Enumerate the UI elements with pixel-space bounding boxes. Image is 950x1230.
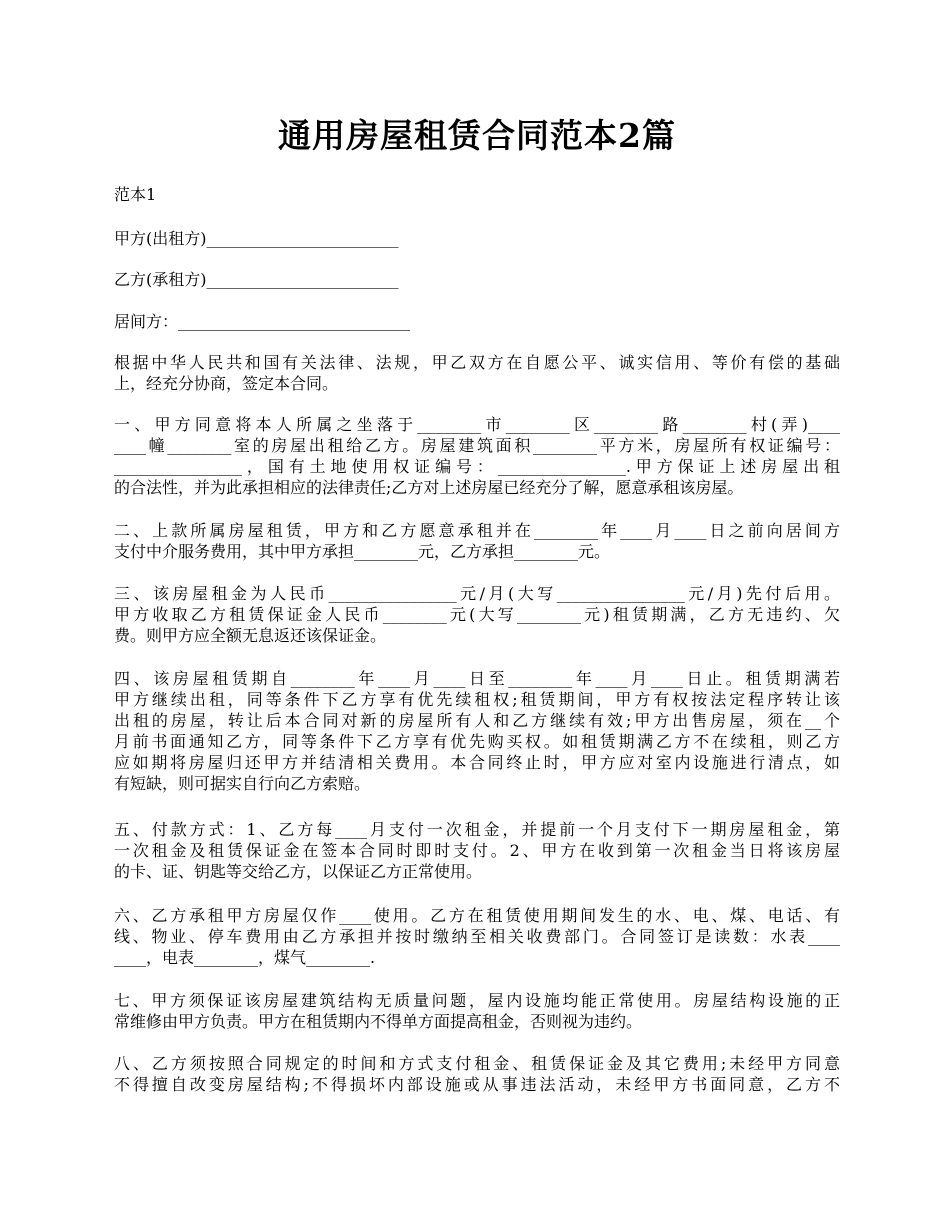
paragraph-line: 支付中介服务费用，其中甲方承担________元，乙方承担________元。: [114, 542, 611, 561]
paragraph-line: 二、上款所属房屋租赁，甲方和乙方愿意承租并在________年____月____日之前向居间方: [114, 521, 840, 540]
paragraph-clause-4: [114, 668, 840, 794]
paragraph-clause-6: [114, 905, 840, 968]
paragraph-clause-8: [114, 1053, 840, 1095]
paragraph-line: 五、付款方式：1、乙方每____月支付一次租金，并提前一个月支付下一期房屋租金，第: [114, 820, 840, 839]
paragraph-line: ________________，国有土地使用权证编号：________________.甲方保证上述房屋出租: [114, 457, 840, 476]
sample-label: 范本1: [114, 185, 157, 204]
paragraph-line: 七、甲方须保证该房屋建筑结构无质量问题，屋内设施均能正常使用。房屋结构设施的正: [114, 991, 840, 1010]
paragraph-line: 月前书面通知乙方，同等条件下乙方享有优先购买权。如租赁期满乙方不在续租，则乙方: [114, 732, 840, 751]
document-title: 通用房屋租赁合同范本2篇: [278, 116, 676, 155]
paragraph-line: 线、物业、停车费用由乙方承担并按时缴纳至相关收费部门。合同签订是读数：水表____: [114, 927, 840, 946]
paragraph-line: 甲方收取乙方租赁保证金人民币________元(大写________元)租赁期满，乙方无违约、欠: [114, 605, 840, 624]
paragraph-line: 出租的房屋，转让后本合同对新的房屋所有人和乙方继续有效;甲方出售房屋，须在__个: [114, 711, 840, 730]
paragraph-clause-7: [114, 990, 840, 1032]
party-a-lessor-line: 甲方(出租方)________________________: [114, 229, 399, 248]
paragraph-line: 八、乙方须按照合同规定的时间和方式支付租金、租赁保证金及其它费用;未经甲方同意: [114, 1054, 840, 1073]
paragraph-line: 四、该房屋租赁期自________年____月____日至________年____月____日止。租赁期满若: [114, 669, 840, 688]
paragraph-line: ____，电表________，煤气________.: [114, 948, 376, 967]
party-b-lessee-line: 乙方(承租方)________________________: [114, 270, 399, 289]
paragraph-line: 一、甲方同意将本人所属之坐落于________市________区________路________村(弄)____: [114, 415, 840, 434]
paragraph-line: 的合法性，并为此承担相应的法律责任;乙方对上述房屋已经充分了解，愿意承租该房屋。: [114, 478, 744, 497]
paragraph-preamble: [114, 352, 840, 394]
paragraph-line: 根据中华人民共和国有关法律、法规，甲乙双方在自愿公平、诚实信用、等价有偿的基础: [114, 353, 840, 372]
paragraph-line: 不得擅自改变房屋结构;不得损坏内部设施或从事违法活动，未经甲方书面同意，乙方不: [114, 1075, 840, 1094]
paragraph-line: 有短缺，则可据实自行向乙方索赔。: [114, 774, 371, 793]
paragraph-line: 三、该房屋租金为人民币________________元/月(大写________________元/月)先付后用。: [114, 584, 840, 603]
paragraph-clause-3: [114, 583, 840, 646]
paragraph-line: 上，经充分协商，签定本合同。: [114, 374, 339, 393]
intermediary-line: 居间方：_____________________________: [114, 312, 411, 331]
paragraph-line: 常维修由甲方负责。甲方在租赁期内不得单方面提高租金，否则视为违约。: [114, 1012, 643, 1031]
paragraph-line: 费。则甲方应全额无息返还该保证金。: [114, 626, 387, 645]
paragraph-clause-1: [114, 414, 840, 498]
paragraph-line: 一次租金及租赁保证金在签本合同时即时支付。2、甲方在收到第一次租金当日将该房屋: [114, 841, 840, 860]
paragraph-line: ____幢________室的房屋出租给乙方。房屋建筑面积________平方米，房屋所有权证编号：: [114, 436, 840, 455]
paragraph-clause-5: [114, 819, 840, 882]
paragraph-line: 的卡、证、钥匙等交给乙方，以保证乙方正常使用。: [114, 862, 483, 881]
paragraph-clause-2: [114, 520, 840, 562]
paragraph-line: 甲方继续出租，同等条件下乙方享有优先续租权;租赁期间，甲方有权按法定程序转让该: [114, 690, 840, 709]
paragraph-line: 六、乙方承租甲方房屋仅作____使用。乙方在租赁使用期间发生的水、电、煤、电话、有: [114, 906, 840, 925]
paragraph-line: 应如期将房屋归还甲方并结清相关费用。本合同终止时，甲方应对室内设施进行清点，如: [114, 753, 840, 772]
